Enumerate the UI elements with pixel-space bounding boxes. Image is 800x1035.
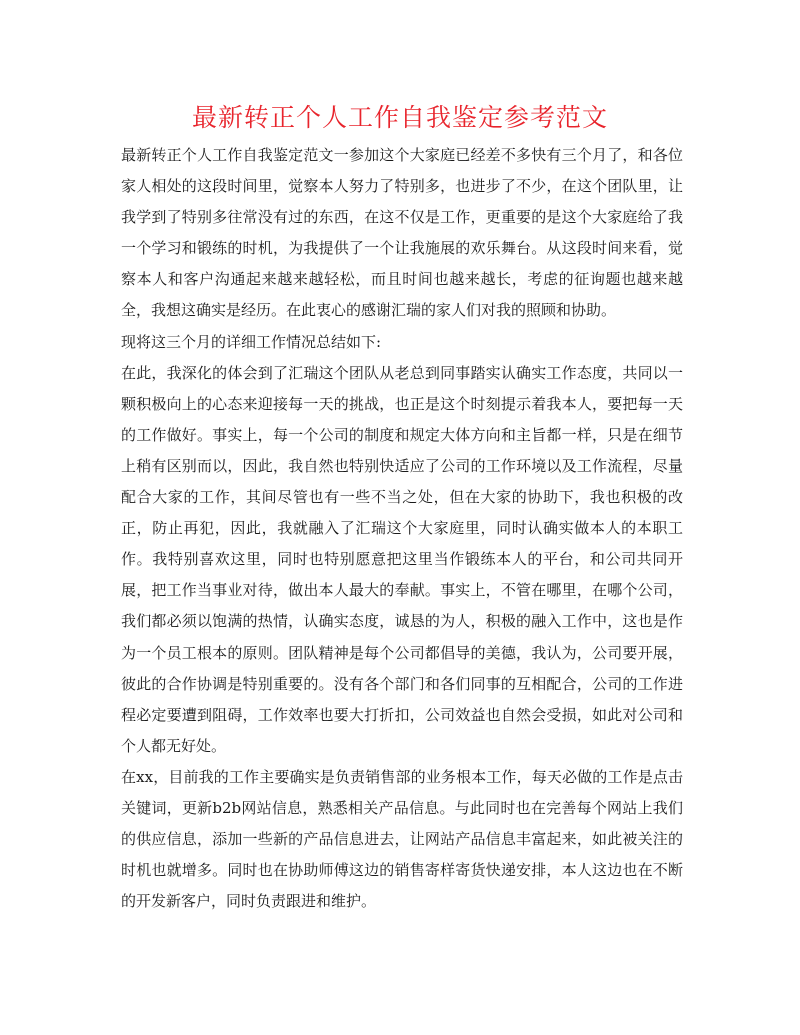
paragraph-summary-heading: 现将这三个月的详细工作情况总结如下: (121, 332, 382, 351)
paragraph-team-experience: 在此，我深化的体会到了汇瑞这个团队从老总到同事踏实认确实工作态度，共同以一颗积极向上的心态来迎接每一天的挑战，也正是这个时刻提示着我本人，要把每一天的工作做好。事实上，每一个公司的制度和规定大体方向和主旨都一样，只是在细节上稍有区别而以，因此，我自然也特别快适应了公司的工作环境以及工作流程，尽量配合大家的工作，其间尽管也有一些不当之处，但在大家的协助下，我也积极的改正，防止再犯，因此，我就融入了汇瑞这个大家庭里，同时认确实做本人的本职工作。我特别喜欢这里，同时也特别愿意把这里当作锻练本人的平台，和公司共同开展，把工作当事业对待，做出本人最大的奉献。事实上，不管在哪里，在哪个公司，我们都必须以饱满的热情，认确实态度，诚恳的为人，积极的融入工作中，这也是作为一个员工根本的原则。团队精神是每个公司都倡导的美德，我认为，公司要开展，彼此的合作协调是特别重要的。没有各个部门和各们同事的互相配合，公司的工作进程必定要遭到阻碍，工作效率也要大打折扣，公司效益也自然会受损，如此对公司和个人都无好处。 (121, 363, 683, 755)
document-body (121, 140, 683, 917)
document-title: 最新转正个人工作自我鉴定参考范文 (191, 103, 608, 132)
paragraph-intro: 最新转正个人工作自我鉴定范文一参加这个大家庭已经差不多快有三个月了，和各位家人相处的这段时间里，觉察本人努力了特别多，也进步了不少，在这个团队里，让我学到了特别多往常没有过的东西，在这不仅是工作，更重要的是这个大家庭给了我一个学习和锻练的时机，为我提供了一个让我施展的欢乐舞台。从这段时间来看，觉察本人和客户沟通起来越来越轻松，而且时间也越来越长，考虑的征询题也越来越全，我想这确实是经历。在此衷心的感谢汇瑞的家人们对我的照顾和协助。 (121, 146, 683, 320)
paragraph-current-work: 在xx，目前我的工作主要确实是负责销售部的业务根本工作，每天必做的工作是点击关键词，更新b2b网站信息，熟悉相关产品信息。与此同时也在完善每个网站上我们的供应信息，添加一些新的产品信息进去，让网站产品信息丰富起来，如此被关注的时机也就增多。同时也在协助师傅这边的销售寄样寄货快递安排，本人这边也在不断的开发新客户，同时负责跟进和维护。 (121, 767, 683, 911)
